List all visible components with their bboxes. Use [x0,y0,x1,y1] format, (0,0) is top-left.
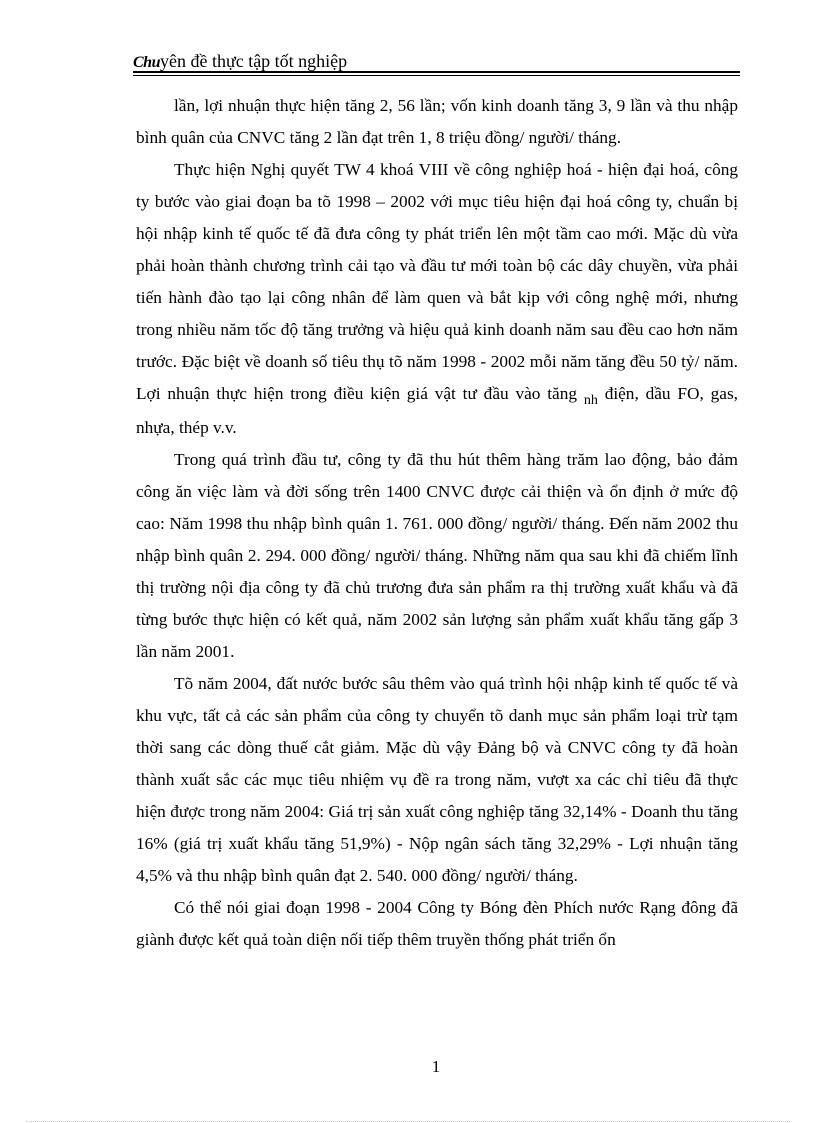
paragraph-2-text: Thực hiện Nghị quyết TW 4 khoá VIII về công nghiệp hoá - hiện đại hoá, công ty bước vào giai đoạn ba tõ 1998 – 2002 với mục tiêu hiện đại hoá công ty, chuẩn bị hội nhập kinh tế quốc tế đã đưa công ty phát triển lên một tầm cao mới. Mặc dù vừa phải hoàn thành chương trình cải tạo và đầu tư mới toàn bộ các dây chuyền, vừa phải tiến hành đào tạo lại công nhân để làm quen và bắt kịp với công nghệ mới, nhưng trong nhiều năm tốc độ tăng trưởng và hiệu quả kinh doanh năm sau đều cao hơn năm trước. Đặc biệt về doanh số tiêu thụ tõ năm 1998 - 2002 mỗi năm tăng đều 50 tỷ/ năm. Lợi nhuận thực hiện trong điều kiện giá vật tư đầu vào tăng [136,160,738,403]
document-body [136,90,738,956]
paragraph-2-subscript: nh [583,393,598,408]
paragraph-2 [136,154,738,444]
header-rule-thick [133,71,740,73]
header-title-text: yên đề thực tập tốt nghiệp [159,51,348,71]
paragraph-3: Trong quá trình đầu tư, công ty đã thu hút thêm hàng trăm lao động, bảo đảm công ăn việc làm và đời sống trên 1400 CNVC được cải thiện và ổn định ở mức độ cao: Năm 1998 thu nhập bình quân 1. 761. 000 đồng/ người/ tháng. Đến năm 2002 thu nhập bình quân 2. 294. 000 đồng/ người/ tháng. Những năm qua sau khi đã chiếm lĩnh thị trường nội địa công ty đã chủ trương đưa sản phẩm ra thị trường xuất khẩu và đã từng bước thực hiện có kết quả, năm 2002 sản lượng sản phẩm xuất khẩu tăng gấp 3 lần năm 2001. [136,450,738,661]
page-bottom-border [26,1121,790,1122]
paragraph-2-tail: điện, dầu FO, gas, nhựa, thép v.v. [136,384,738,437]
header-rule-thin [133,75,740,76]
page-header [133,50,740,72]
paragraph-4: Tõ năm 2004, đất nước bước sâu thêm vào quá trình hội nhập kinh tế quốc tế và khu vực, tất cả các sản phẩm của công ty chuyển tõ danh mục sản phẩm loại trừ tạm thời sang các dòng thuế cắt giảm. Mặc dù vậy Đảng bộ và CNVC công ty đã hoàn thành xuất sắc các mục tiêu nhiệm vụ đề ra trong năm, vượt xa các chỉ tiêu đã thực hiện được trong năm 2004: Giá trị sản xuất công nghiệp tăng 32,14% - Doanh thu tăng 16% (giá trị xuất khẩu tăng 51,9%) - Nộp ngân sách tăng 32,29% - Lợi nhuận tăng 4,5% và thu nhập bình quân đạt 2. 540. 000 đồng/ người/ tháng. [136,674,738,885]
paragraph-1: lần, lợi nhuận thực hiện tăng 2, 56 lần; vốn kinh doanh tăng 3, 9 lần và thu nhập bình quân của CNVC tăng 2 lần đạt trên 1, 8 triệu đồng/ người/ tháng. [136,96,738,147]
paragraph-5: Có thể nói giai đoạn 1998 - 2004 Công ty Bóng đèn Phích nước Rạng đông đã giành được kết quả toàn diện nối tiếp thêm truyền thống phát triển ổn [136,898,738,949]
page-number: 1 [431,1057,441,1076]
header-title-swash: Chu [133,54,160,71]
